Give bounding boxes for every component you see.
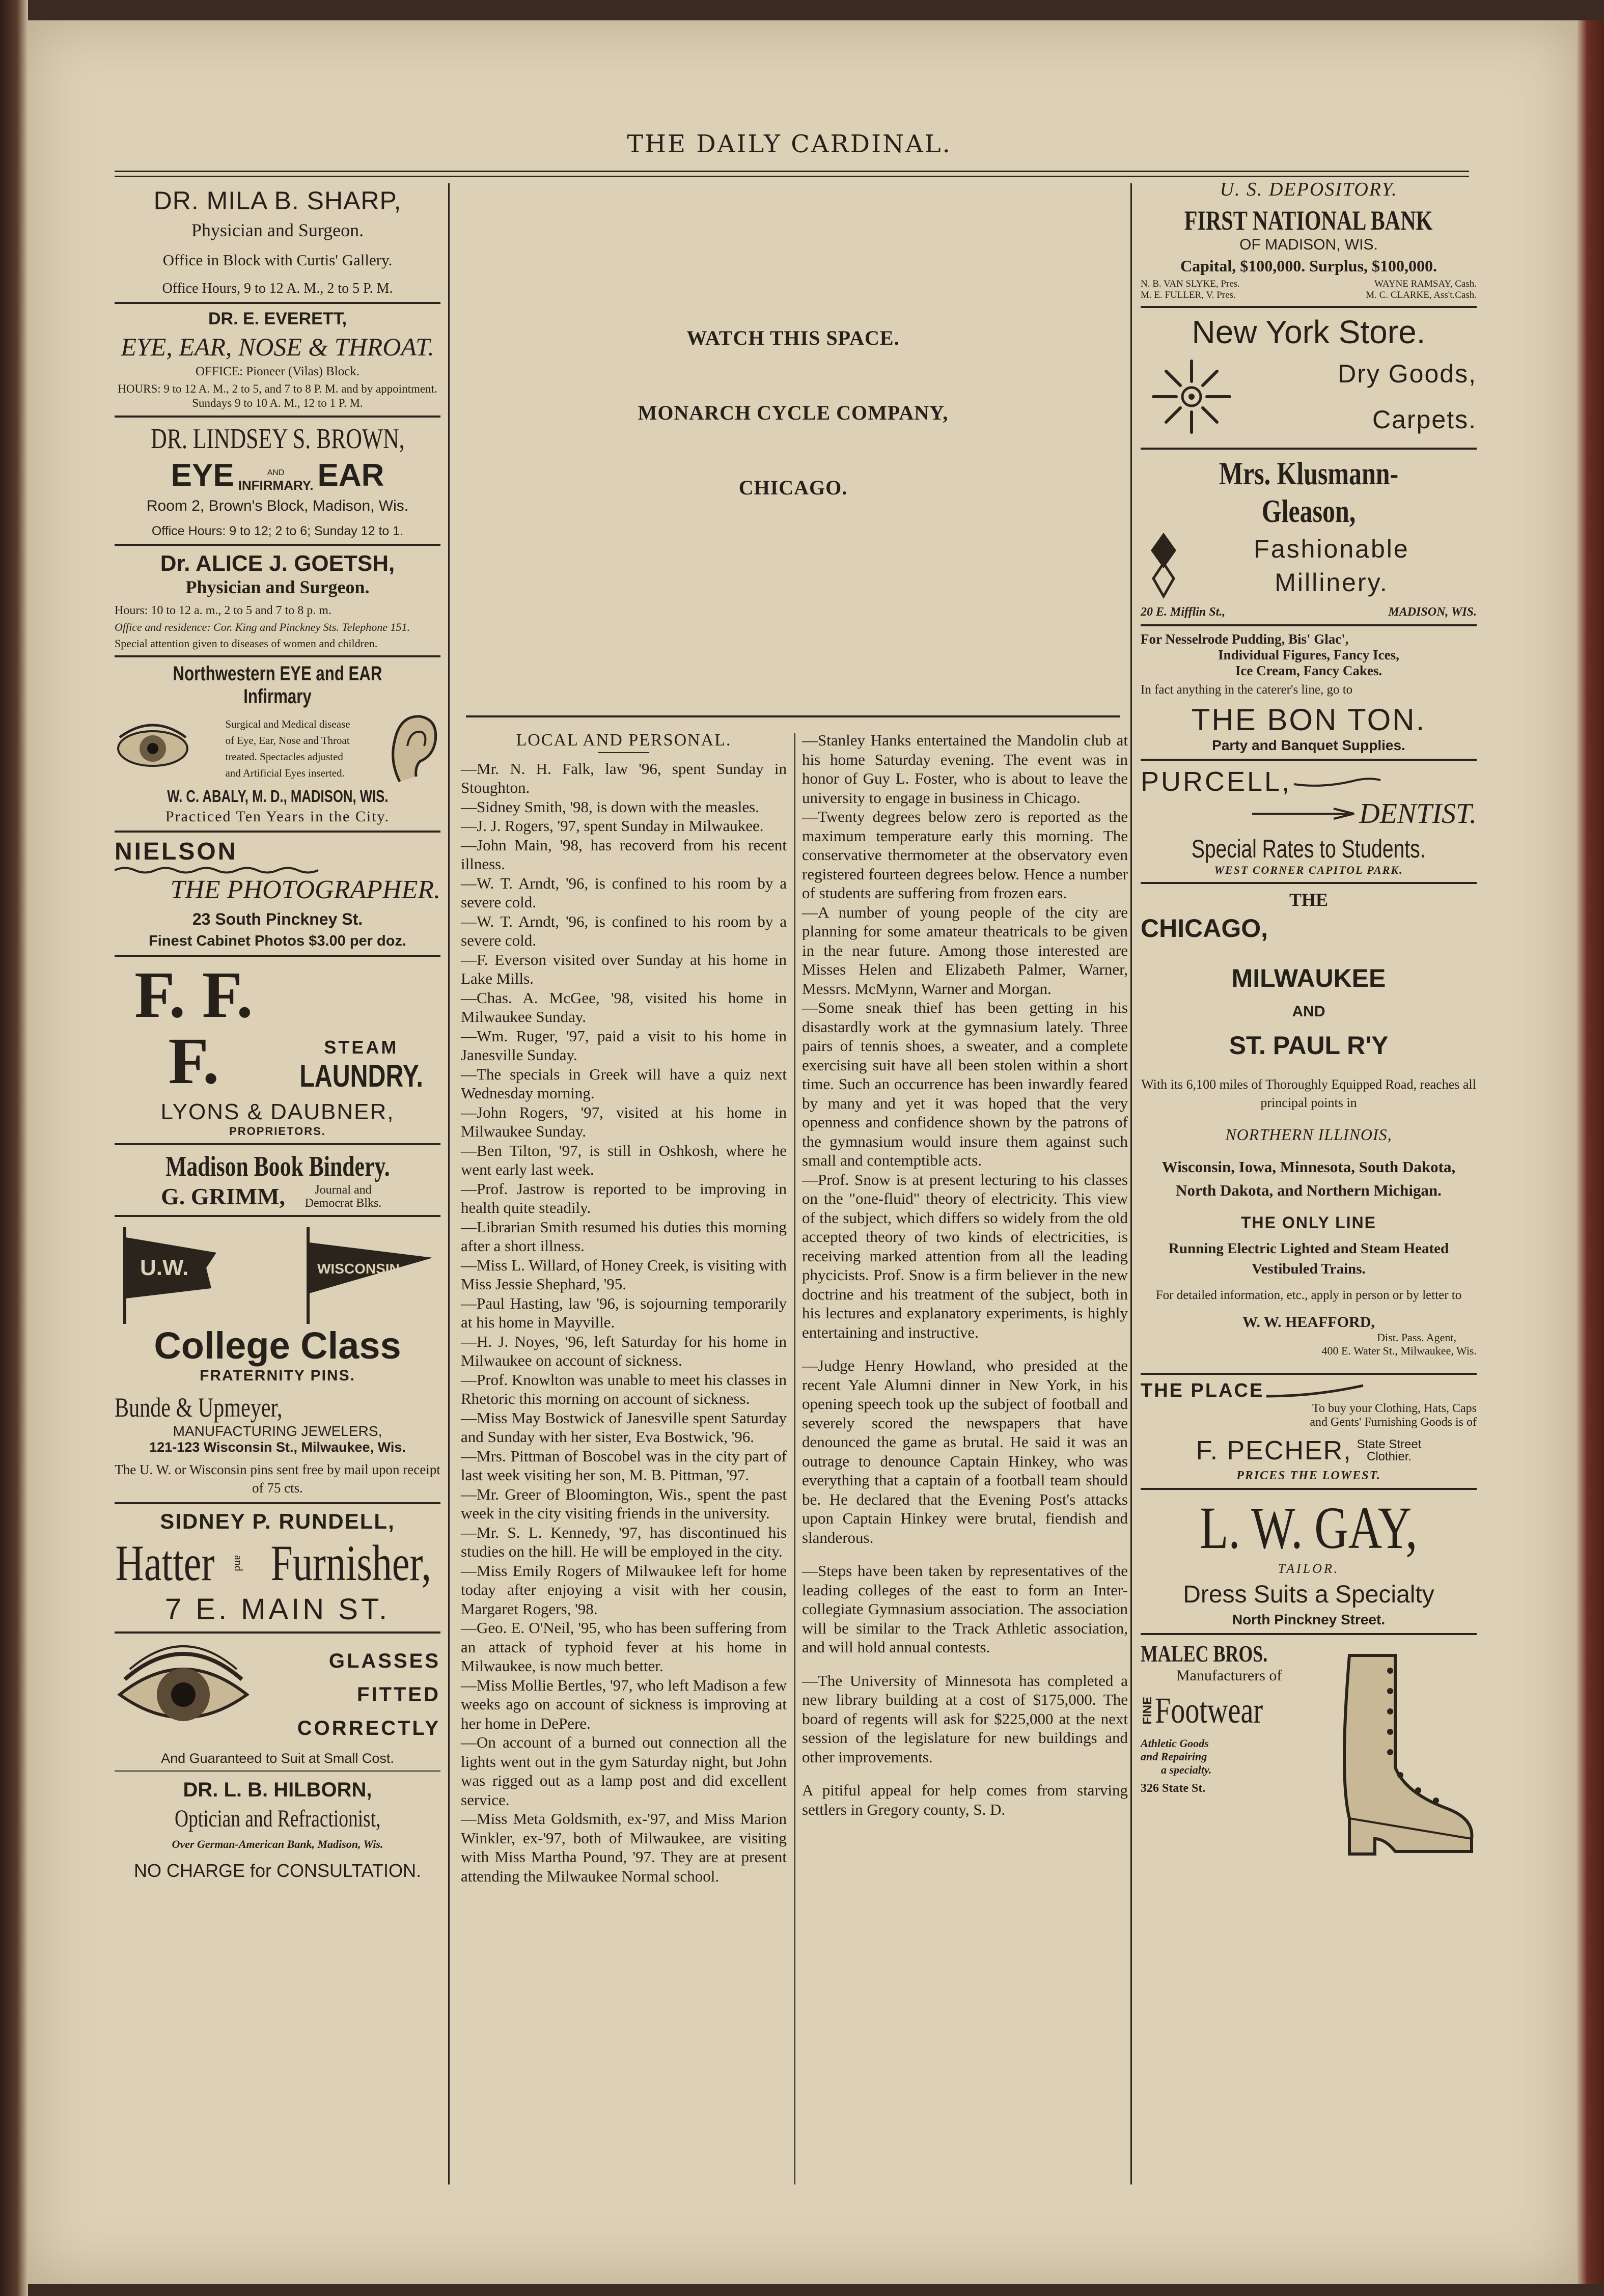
glasses-line-1: GLASSES: [328, 1650, 440, 1672]
hilborn-title: Optician and Refractionist,: [174, 1805, 381, 1832]
col1-item: —Prof. Knowlton was unable to meet his classes in Rhetoric this morning on account of sickness.: [461, 1370, 787, 1407]
col1-item: —Miss Emily Rogers of Milwaukee left for home today after enjoying a visit with her cousin, Margaret Rogers, '98.: [461, 1561, 787, 1618]
ad-nystore: [1141, 313, 1477, 442]
bonton-line-1: For Nesselrode Pudding, Bis' Glac',: [1141, 631, 1349, 647]
everett-hours: HOURS: 9 to 12 A. M., 2 to 5, and 7 to 8 P. M. and by appointment. Sundays 9 to 10 A. M., 12 to 1 P. M.: [118, 382, 437, 409]
infirmary-practice: Practiced Ten Years in the City.: [165, 808, 390, 825]
hilborn-name: DR. L. B. HILBORN,: [183, 1779, 372, 1801]
rope-flourish-icon: [115, 866, 440, 875]
col1-item: —Mr. S. L. Kennedy, '97, has discontinued his studies on the hill. He will be employed in the city.: [461, 1523, 787, 1560]
malec-spec: a specialty.: [1161, 1763, 1212, 1776]
monarch-line-3: CHICAGO.: [738, 476, 848, 499]
column-rule-left: [448, 183, 450, 2184]
col2-item: —Twenty degrees below zero is reported as the maximum temperature early this morning. The conservative thermometer at the observatory even registered fourteen degrees below. Hence a number of students are suffering from frozen ears.: [802, 808, 1128, 902]
brown-and: AND: [267, 468, 285, 477]
bank-officer-2: WAYNE RAMSAY, Cash.: [1374, 279, 1477, 289]
divider: [115, 955, 440, 957]
goetsh-title: Physician and Surgeon.: [185, 577, 370, 597]
malec-ath: Athletic Goods: [1141, 1737, 1209, 1750]
col1-item: —Miss Meta Goldsmith, ex-'97, and Miss Marion Winkler, ex-'97, both of Milwaukee, are visiting with Miss Martha Pound, '97. They are at present attending the Milwaukee Normal school.: [461, 1810, 787, 1885]
ad-klusmann: [1141, 455, 1477, 619]
col1-item: —Paul Hasting, law '96, is sojourning temporarily at his home in Mayville.: [461, 1294, 787, 1331]
ear-illustration-icon: [384, 710, 440, 787]
sun-emblem-icon: [1141, 351, 1242, 442]
swash-icon: [1264, 1384, 1366, 1399]
divider: [1141, 1633, 1477, 1635]
malec-manu: Manufacturers of: [1176, 1667, 1282, 1684]
col1-item: —The specials in Greek will have a quiz next Wednesday morning.: [461, 1065, 787, 1102]
railway-only: THE ONLY LINE: [1240, 1213, 1377, 1232]
klusmann-name: Mrs. Klusmann-Gleason,: [1219, 455, 1399, 529]
col1-item: —Mrs. Pittman of Boscobel was in the city part of last week visiting her son, M. B. Pittman, '97.: [461, 1447, 787, 1484]
nystore-line-2: Carpets.: [1372, 405, 1477, 434]
gay-street: North Pinckney Street.: [1232, 1612, 1386, 1627]
malec-rep: and Repairing: [1141, 1750, 1207, 1763]
pins-title: College Class: [154, 1324, 401, 1367]
divider: [115, 1502, 440, 1504]
col1-item: —On account of a burned out connection all the lights went out in the gym Saturday night, but John was rigged out as a lamp post and did excellent service.: [461, 1733, 787, 1809]
col1-item: —Miss May Bostwick of Janesville spent Saturday and Sunday with her sister, Eva Bostwick, '96.: [461, 1408, 787, 1446]
divider: [115, 416, 440, 418]
gay-suits: Dress Suits a Specialty: [1183, 1581, 1434, 1608]
rundell-and: and: [232, 1555, 245, 1571]
klusmann-line-2: Millinery.: [1275, 568, 1389, 597]
monarch-ad: [466, 326, 1120, 500]
bindery-blks: Journal and Democrat Blks.: [305, 1183, 382, 1210]
sharp-name: DR. MILA B. SHARP,: [153, 186, 402, 215]
pecher-place: THE PLACE: [1141, 1380, 1264, 1401]
railway-and: AND: [1292, 1003, 1325, 1020]
malec-footwear: Footwear: [1155, 1690, 1263, 1731]
railway-states: Wisconsin, Iowa, Minnesota, South Dakota, North Dakota, and Northern Michigan.: [1161, 1158, 1456, 1199]
bonton-sub: Party and Banquet Supplies.: [1212, 737, 1405, 753]
laundry-steam: STEAM: [324, 1037, 399, 1058]
glasses-line-3: CORRECTLY: [297, 1717, 440, 1739]
brown-eye: EYE: [171, 458, 234, 493]
bank-city: OF MADISON, WIS.: [1239, 236, 1378, 253]
ad-pins: [115, 1222, 440, 1497]
ad-gay: [1141, 1495, 1477, 1628]
divider: [115, 831, 440, 833]
brown-infirmary: INFIRMARY.: [238, 478, 314, 493]
col1-item: —Mr. Greer of Bloomington, Wis., spent the past week in the city visiting friends in the university.: [461, 1485, 787, 1522]
infirmary-line-2: of Eye, Ear, Nose and Throat: [225, 734, 350, 746]
bonton-line-2: Individual Figures, Fancy Ices,: [1218, 647, 1399, 662]
ad-everett: [115, 309, 440, 410]
large-eye-icon: [115, 1639, 252, 1751]
col1-item: —W. T. Arndt, '96, is confined to his room by a severe cold.: [461, 912, 787, 949]
divider: [1141, 759, 1477, 761]
purcell-rates: Special Rates to Students.: [1192, 835, 1426, 863]
klusmann-line-1: Fashionable: [1254, 535, 1409, 563]
pen-flourish-icon: [1247, 806, 1359, 821]
purcell-name: PURCELL,: [1141, 766, 1292, 797]
monarch-line-2: MONARCH CYCLE COMPANY,: [638, 401, 949, 424]
gay-tailor: TAILOR.: [1278, 1561, 1340, 1576]
col1-item: —Wm. Ruger, '97, paid a visit to his home in Janesville Sunday.: [461, 1027, 787, 1064]
railway-agent: W. W. HEAFFORD,: [1242, 1314, 1375, 1331]
klusmann-addr: 20 E. Mifflin St.,: [1141, 605, 1226, 619]
purcell-dentist: DENTIST.: [1359, 798, 1477, 829]
railway-info: For detailed information, etc., apply in person or by letter to: [1155, 1288, 1462, 1302]
article-heading: LOCAL AND PERSONAL.: [516, 731, 732, 750]
sharp-title: Physician and Surgeon.: [191, 220, 364, 240]
brown-hours: Office Hours: 9 to 12; 2 to 6; Sunday 12 to 1.: [151, 524, 404, 538]
hilborn-free: NO CHARGE for CONSULTATION.: [133, 1860, 422, 1881]
laundry-label: LAUNDRY.: [299, 1059, 423, 1094]
goetsh-name: Dr. ALICE J. GOETSH,: [160, 551, 395, 576]
rundell-address: 7 E. MAIN ST.: [164, 1593, 391, 1626]
bank-officer-3: M. E. FULLER, V. Pres.: [1141, 290, 1236, 300]
pecher-line-2: and Gents' Furnishing Goods is of: [1310, 1416, 1477, 1429]
bank-officer-4: M. C. CLARKE, Ass't.Cash.: [1366, 290, 1477, 300]
ad-nielson: [115, 838, 440, 950]
col2-item: —Prof. Snow is at present lecturing to his classes on the "one-fluid" theory of electricity. This view of the subject, which differs so widely from the old accepted theory of two kinds of electricities, is receiving marked attention from all the leading phycicists. Prof. Snow is a firm believer in the new doctrine and his treatment of the subject, both in his lectures and explanatory experiments, is highly entertaining and instructive.: [802, 1170, 1128, 1341]
pins-offer: The U. W. or Wisconsin pins sent free by mail upon receipt of 75 cts.: [115, 1462, 440, 1496]
divider: [115, 1631, 440, 1634]
col1-item: —Geo. E. O'Neil, '95, who has been suffering from an attack of typhoid fever at his home in Milwaukee, is now much better.: [461, 1619, 787, 1675]
ad-pecher: [1141, 1380, 1477, 1483]
railway-trains: Running Electric Lighted and Steam Heated Vestibuled Trains.: [1168, 1240, 1449, 1277]
rundell-hatter: Hatter: [115, 1535, 215, 1591]
rundell-name: SIDNEY P. RUNDELL,: [160, 1509, 395, 1533]
ad-malec: [1141, 1640, 1477, 1854]
heading-rule: [598, 752, 649, 753]
pecher-state-street: State Street: [1357, 1437, 1422, 1451]
bank-officer-1: N. B. VAN SLYKE, Pres.: [1141, 279, 1240, 289]
pins-sub: FRATERNITY PINS.: [200, 1367, 355, 1384]
gay-name: L. W. GAY,: [1200, 1495, 1418, 1561]
railway-desc: With its 6,100 miles of Thoroughly Equipped Road, reaches all principal points in: [1141, 1077, 1476, 1110]
col1-item: —J. J. Rogers, '97, spent Sunday in Milwaukee.: [461, 817, 764, 835]
col2-item: —Some sneak thief has been getting in his disastardly work at the gymnasium lately. Three pairs of tennis shoes, a sweater, and a complete exercising suit have all been stolen within a short time. Such an occurrence has been inwardly feared by many and yet it was hoped that the very openness and confidence shown by the patrons of the gymnasium would insure them against such small and contemptible acts.: [802, 999, 1128, 1169]
railway-l2: MILWAUKEE: [1231, 964, 1386, 992]
col2-item: —Steps have been taken by representatives of the leading colleges of the east to form an Inter-collegiate Gymnasium association. The association will be similar to the Track Athletic association, and will hold annual contests.: [802, 1562, 1128, 1656]
laundry-owners: LYONS & DAUBNER,: [160, 1099, 395, 1124]
divider: [1141, 306, 1477, 308]
infirmary-line-1: Surgical and Medical disease: [225, 718, 350, 730]
monarch-line-1: WATCH THIS SPACE.: [686, 326, 900, 349]
klusmann-city: MADISON, WIS.: [1388, 605, 1477, 619]
bonton-name: THE BON TON.: [1191, 703, 1426, 737]
book-binding-right: [1576, 20, 1604, 2284]
ad-bank: [1141, 178, 1477, 301]
col1-item: —Miss Mollie Bertles, '97, who left Madison a few weeks ago on account of sickness is improving at her home in DePere.: [461, 1676, 787, 1732]
ad-goetsh: [115, 551, 440, 650]
col1-item: —John Main, '98, has recoverd from his recent illness.: [461, 836, 787, 873]
article-column-1: [461, 731, 787, 1886]
bonton-line-4: In fact anything in the caterer's line, go to: [1141, 683, 1353, 697]
col2-item: —Stanley Hanks entertained the Mandolin club at his home Saturday evening. The event was in honor of Guy L. Foster, who is about to leave the university to engage in business in Chicago.: [802, 731, 1128, 807]
nielson-address: 23 South Pinckney St.: [192, 910, 363, 928]
col1-item: —Sidney Smith, '98, is down with the measles.: [461, 797, 759, 816]
divider: [115, 1143, 440, 1145]
boot-illustration-icon: [1319, 1650, 1477, 1859]
ad-purcell: [1141, 766, 1477, 877]
infirmary-doctor: W. C. ABALY, M. D., MADISON, WIS.: [167, 787, 389, 806]
railway-l1: CHICAGO,: [1141, 914, 1268, 943]
nystore-name: New York Store.: [1192, 314, 1426, 350]
col2-item: —The University of Minnesota has completed a new library building at a cost of $175,000. The board of regents will ask for $225,000 at the next session of the legislature for new buildings and other improvements.: [802, 1671, 1128, 1766]
pins-firm: Bunde & Upmeyer,: [115, 1392, 283, 1423]
article-col1-items: [461, 759, 787, 1886]
col1-item: —W. T. Arndt, '96, is confined to his room by a severe cold.: [461, 874, 787, 911]
nielson-price: Finest Cabinet Photos $3.00 per doz.: [149, 933, 406, 949]
ad-bindery: [115, 1150, 440, 1210]
wisconsin-pennant-icon: WISCONSIN: [303, 1227, 435, 1324]
left-ad-column: [115, 186, 440, 1882]
column-rule-mid: [794, 733, 795, 2184]
col1-item: —H. J. Noyes, '96, left Saturday for his home in Milwaukee on account of sickness.: [461, 1332, 787, 1369]
bank-capital: Capital, $100,000. Surplus, $100,000.: [1180, 257, 1437, 275]
masthead-rule-2: [115, 176, 1469, 177]
bonton-line-3: Ice Cream, Fancy Cakes.: [1235, 663, 1382, 678]
col2-item: —Judge Henry Howland, who presided at the recent Yale Alumni dinner in New York, in his opening speech took up the subject of football and severely scored the newspapers that have denounced the game as brutal. He said it was an outrage to denounce Captain Hinkey, who was everything that a captain of a football team should be. He declared that the Evening Post's attacks upon Captain Hinkey were brutal, fiendish and slanderous.: [802, 1357, 1128, 1546]
column-rule-right: [1130, 183, 1132, 2184]
col1-item: —Librarian Smith resumed his duties this morning after a short illness.: [461, 1218, 787, 1255]
pecher-prices: PRICES THE LOWEST.: [1236, 1469, 1381, 1482]
divider: [1141, 1488, 1477, 1490]
nielson-name: NIELSON: [115, 838, 238, 865]
divider: [115, 544, 440, 546]
brown-room: Room 2, Brown's Block, Madison, Wis.: [146, 497, 409, 514]
railway-l3: ST. PAUL R'Y: [1229, 1031, 1389, 1060]
col2-item: A pitiful appeal for help comes from starving settlers in Gregory county, S. D.: [802, 1781, 1128, 1818]
malec-addr: 326 State St.: [1141, 1782, 1206, 1795]
railway-region: NORTHERN ILLINOIS,: [1225, 1125, 1392, 1144]
ornament-icon: [1141, 530, 1186, 601]
book-binding-left: [0, 0, 28, 2296]
laundry-fff: F. F. F.: [134, 958, 253, 1098]
malec-name: MALEC BROS.: [1141, 1641, 1268, 1667]
goetsh-office: Office and residence: Cor. King and Pinckney Sts. Telephone 151.: [115, 621, 410, 633]
infirmary-line-3: treated. Spectacles adjusted: [225, 751, 343, 763]
nielson-title: THE PHOTOGRAPHER.: [170, 875, 440, 904]
everett-specialty: EYE, EAR, NOSE & THROAT.: [121, 333, 434, 361]
center-ad-rule: [466, 715, 1120, 717]
infirmary-name: Northwestern EYE and EAR Infirmary: [173, 662, 382, 708]
ad-infirmary: [115, 662, 440, 825]
divider: [1141, 448, 1477, 450]
glasses-line-2: FITTED: [357, 1683, 440, 1706]
eye-illustration-icon: [115, 718, 191, 779]
divider: [115, 655, 440, 657]
ad-bonton: [1141, 631, 1477, 754]
pecher-name: F. PECHER,: [1196, 1436, 1352, 1465]
ad-glasses: [115, 1639, 440, 1882]
pecher-clothier: Clothier.: [1367, 1450, 1412, 1463]
bank-name: FIRST NATIONAL BANK: [1184, 205, 1433, 236]
col1-item: —Chas. A. McGee, '98, visited his home in Milwaukee Sunday.: [461, 988, 787, 1026]
brown-name: DR. LINDSEY S. BROWN,: [150, 423, 405, 455]
divider: [115, 1215, 440, 1217]
brown-ear: EAR: [317, 458, 384, 493]
ad-laundry: [115, 958, 440, 1138]
infirmary-line-4: and Artificial Eyes inserted.: [225, 767, 345, 779]
col1-item: —Mr. N. H. Falk, law '96, spent Sunday in Stoughton.: [461, 759, 787, 796]
col1-item: —Ben Tilton, '97, is still in Oshkosh, where he went early last week.: [461, 1141, 787, 1178]
railway-agaddr: 400 E. Water St., Milwaukee, Wis.: [1321, 1344, 1477, 1357]
pins-address: 121-123 Wisconsin St., Milwaukee, Wis.: [149, 1440, 406, 1455]
ad-sharp: [115, 186, 440, 297]
col1-item: —John Rogers, '97, visited at his home in Milwaukee Sunday.: [461, 1103, 787, 1140]
flourish-icon: [1291, 774, 1383, 789]
ad-rundell: [115, 1509, 440, 1626]
ad-railway: [1141, 889, 1477, 1358]
everett-name: DR. E. EVERETT,: [208, 309, 347, 328]
goetsh-special: Special attention given to diseases of women and children.: [115, 637, 378, 650]
laundry-prop: PROPRIETORS.: [229, 1125, 326, 1138]
bindery-name: Madison Book Bindery.: [165, 1151, 390, 1182]
divider: [1141, 1373, 1477, 1375]
masthead: THE DAILY CARDINAL.: [627, 130, 952, 158]
bank-dep: U. S. DEPOSITORY.: [1220, 179, 1398, 200]
everett-office: OFFICE: Pioneer (Vilas) Block.: [195, 365, 360, 378]
col1-item: —Prof. Jastrow is reported to be improving in health quite steadily.: [461, 1179, 787, 1216]
col1-item: —F. Everson visited over Sunday at his home in Lake Mills.: [461, 950, 787, 987]
divider: [1141, 624, 1477, 626]
malec-fine: FINE: [1141, 1697, 1154, 1725]
col1-item: —Miss L. Willard, of Honey Creek, is visiting with Miss Jessie Shephard, '95.: [461, 1256, 787, 1293]
article-col2-items: [802, 731, 1128, 1819]
divider: [115, 1771, 440, 1772]
right-ad-column: [1141, 178, 1477, 1854]
goetsh-hours: Hours: 10 to 12 a. m., 2 to 5 and 7 to 8 p. m.: [115, 604, 331, 617]
col2-item: —A number of young people of the city are planning for some amateur theatricals to be given in the near future. Among those interested are Misses Helen and Elizabeth Palmer, Warner, Messrs. McMynn, Warner and Morgan.: [802, 903, 1128, 998]
uw-pennant-icon: U.W.: [120, 1227, 222, 1324]
divider: [1141, 882, 1477, 884]
hilborn-addr: Over German-American Bank, Madison, Wis.: [172, 1838, 383, 1850]
purcell-loc: WEST CORNER CAPITOL PARK.: [1214, 864, 1403, 876]
ad-brown: [115, 423, 440, 539]
article-column-2: [802, 731, 1128, 1819]
glasses-guarantee: And Guaranteed to Suit at Small Cost.: [161, 1751, 394, 1766]
railway-agtitle: Dist. Pass. Agent,: [1377, 1331, 1456, 1344]
nystore-line-1: Dry Goods,: [1338, 359, 1477, 388]
rundell-furnisher: Furnisher,: [270, 1535, 431, 1591]
railway-the: THE: [1289, 890, 1329, 910]
sharp-office: Office in Block with Curtis' Gallery.: [162, 251, 393, 269]
pins-trade: MANUFACTURING JEWELERS,: [173, 1423, 382, 1439]
sharp-hours: Office Hours, 9 to 12 A. M., 2 to 5 P. M.: [162, 281, 393, 296]
pecher-line-1: To buy your Clothing, Hats, Caps: [1312, 1402, 1477, 1415]
bindery-grimm: G. GRIMM,: [160, 1183, 285, 1209]
divider: [115, 302, 440, 304]
masthead-rule: [115, 171, 1469, 172]
